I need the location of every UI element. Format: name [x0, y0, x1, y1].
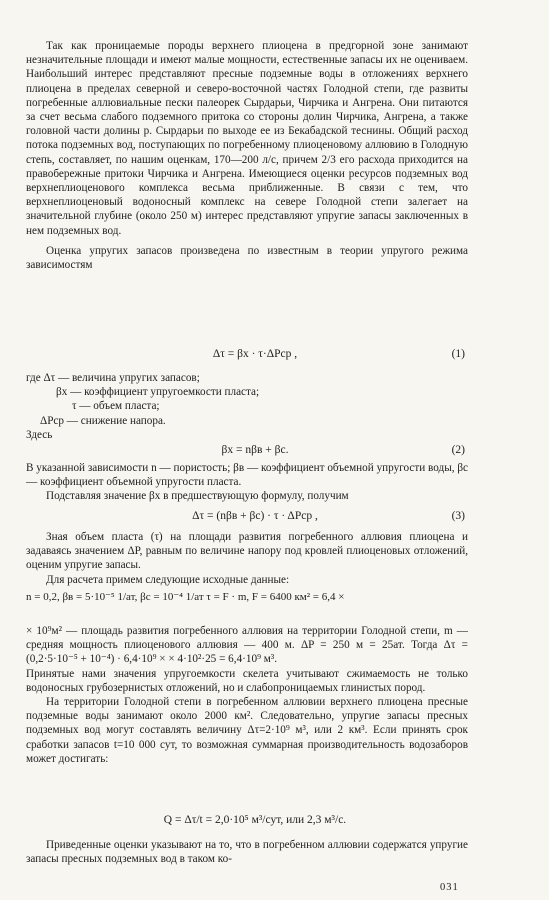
paragraph: Подставляя значение βx в предшествующую формулу, получим — [46, 490, 349, 503]
text-block-1 — [26, 39, 468, 272]
paragraph: × 10⁹м² — площадь развития погребенного аллювия на территории Голодной степи, m — средняя мощность плиоценового аллювия — 400 м. ΔP = 250 м = 25ат. Тогда Δτ = (0,2·5·10⁻⁵ + 10⁻⁴) · 6,4·10⁹ × × 4·10²·25 = 6,4·10⁹ м³. — [26, 625, 468, 666]
definition-line: ΔPср — снижение напора. — [40, 414, 166, 427]
paragraph: В указанной зависимости n — пористость; βв — коэффициент объемной упругости воды, βс — коэффициент объемной упругости пласта. — [26, 462, 468, 489]
paragraph: Зная объем пласта (τ) на площади развития погребенного аллювия плиоцена и задаваясь значением ΔP, равным по величине напору под кровлей плиоценовых отложений, оценим упругие запасы. — [26, 531, 468, 572]
paragraph: Приведенные оценки указывают на то, что в погребенном аллювии содержатся упругие запасы пресных подземных вод в таком ко- — [26, 839, 468, 866]
definition-line: βx — коэффициент упругоемкости пласта; — [56, 386, 260, 399]
text-block-5 — [26, 838, 468, 866]
formula-body: Δτ = βx · τ·ΔPср , — [212, 348, 298, 360]
paragraph: На территории Голодной степи в погребенном аллювии верхнего плиоцена пресные подземные воды занимают около 2000 км². Следовательно, упругие запасы пресных подземных вод могут составлять величину Δτ=2·10⁹ м³, или 2 км³. Если принять срок сработки запасов t=10 000 сут, то возможная суммарная производительность водозаборов может достигать: — [26, 696, 468, 765]
formula-body: βx = nβв + βс. — [221, 444, 289, 456]
definitions-block — [26, 371, 468, 442]
formula-body: Δτ = (nβв + βс) · τ · ΔPср , — [192, 510, 318, 522]
text-block-2 — [26, 461, 468, 504]
paragraph: Так как проницаемые породы верхнего плиоцена в предгорной зоне занимают незначительные площади и имеют малые мощности, естественные запасы их не оцениваем. Наибольший интерес представляют пресные подземные воды в отложениях верхнего плиоцена в пределах северной и северо-восточной частях Голодной степи, где развиты погребенные аллювиальные пески палеорек Сырдарьи, Чирчика и Ангрена. Они питаются за счет весьма слабого подземного притока со стороны долин Чирчика, Ангрена, а также головной части долины р. Сырдарьи по выходе ее из Бекабадской теснины. Общий расход потока подземных вод, поступающих по погребенному плиоценовому аллювию в Голодную степь, составляет, по нашим оценкам, 170—200 л/с, причем 2/3 его расхода приходится на правобережные притоки Чирчика и Ангрена. Имеющиеся оценки ресурсов подземных вод верхнеплиоценового комплекса весьма приближенные. В связи с тем, что верхнеплиоценовый водоносный комплекс на севере Голодной степи залегает на значительной глубине (около 250 м) интерес представляют упругие запасы заключенных в нем подземных вод. — [26, 40, 468, 237]
formula-body: Q = Δτ/t = 2,0·10⁵ м³/сут, или 2,3 м³/с. — [163, 814, 347, 826]
paragraph: Для расчета примем следующие исходные данные: — [46, 573, 290, 586]
formula-body: n = 0,2, βв = 5·10⁻⁵ 1/ат, βс = 10⁻⁴ 1/ат τ = F · m, F = 6400 км² = 6,4 × — [26, 591, 345, 603]
definition-line: где Δτ — величина упругих запасов; — [26, 372, 200, 384]
formula-4 — [26, 590, 468, 604]
formula-number: (2) — [451, 444, 465, 456]
definition-line: τ — объем пласта; — [72, 400, 160, 413]
formula-number: (1) — [451, 348, 465, 360]
page-number: 031 — [440, 882, 459, 893]
paragraph: Оценка упругих запасов произведена по известным в теории упругого режима зависимостям — [26, 244, 468, 272]
formula-number: (3) — [451, 510, 465, 522]
text-block-4 — [26, 624, 468, 766]
text-block-3 — [26, 530, 468, 587]
paragraph: Принятые нами значения упругоемкости скелета учитывают сжимаемость не только водоносных грубозернистых отложений, но и слабопроницаемых глинистых пород. — [26, 667, 468, 694]
definition-line: Здесь — [26, 428, 53, 441]
